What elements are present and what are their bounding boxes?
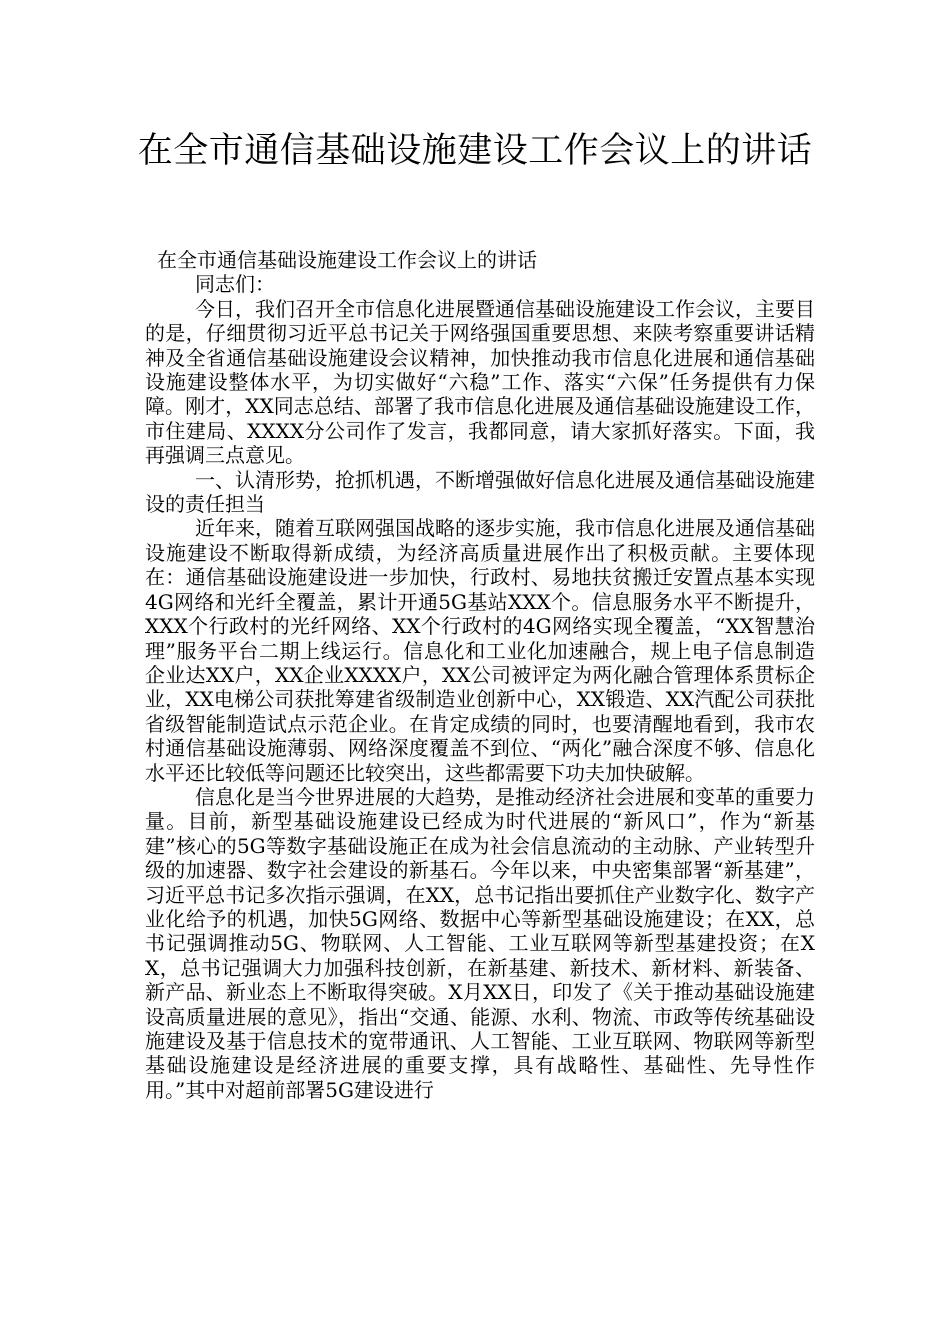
document-body <box>145 248 815 1102</box>
document-subtitle: 在全市通信基础设施建设工作会议上的讲话 <box>157 248 537 272</box>
paragraph-achievements: 近年来，随着互联网强国战略的逐步实施，我市信息化进展及通信基础设施建设不断取得新成绩，为经济高质量进展作出了积极贡献。主要体现在：通信基础设施建设进一步加快，行政村、易地扶贫搬迁安置点基本实现4G网络和光纤全覆盖，累计开通5G基站XXX个。信息服务水平不断提升，XXX个行政村的光纤网络、XX个行政村的4G网络实现全覆盖，“XX智慧治理”服务平台二期上线运行。信息化和工业化加速融合，规上电子信息制造企业达XX户，XX企业XXXX户，XX公司被评定为两化融合管理体系贯标企业，XX电梯公司获批筹建省级制造业创新中心，XX锻造、XX汽配公司获批省级智能制造试点示范企业。在肯定成绩的同时，也要清醒地看到，我市农村通信基础设施薄弱、网络深度覆盖不到位、“两化”融合深度不够、信息化水平还比较低等问题还比较突出，这些都需要下功夫加快破解。 <box>145 516 815 785</box>
paragraph-intro: 今日，我们召开全市信息化进展暨通信基础设施建设工作会议，主要目的是，仔细贯彻习近平总书记关于网络强国重要思想、来陕考察重要讲话精神及全省通信基础设施建设会议精神，加快推动我市信息化进展和通信基础设施建设整体水平，为切实做好“六稳”工作、落实“六保”任务提供有力保障。刚才，XX同志总结、部署了我市信息化进展及通信基础设施建设工作，市住建局、XXXX分公司作了发言，我都同意，请大家抓好落实。下面，我再强调三点意见。 <box>145 296 815 468</box>
greeting: 同志们： <box>195 272 275 297</box>
document-title: 在全市通信基础设施建设工作会议上的讲话 <box>137 131 813 171</box>
paragraph-informatization: 信息化是当今世界进展的大趋势，是推动经济社会进展和变革的重要力量。目前，新型基础设施建设已经成为时代进展的“新风口”，作为“新基建”核心的5G等数字基础设施正在成为社会信息流动的主动脉、产业转型升级的加速器、数字社会建设的新基石。今年以来，中央密集部署“新基建”，习近平总书记多次指示强调，在XX，总书记指出要抓住产业数字化、数字产业化给予的机遇，加快5G网络、数据中心等新型基础设施建设；在XX，总书记强调推动5G、物联网、人工智能、工业互联网等新型基建投资；在XX，总书记强调大力加强科技创新，在新基建、新技术、新材料、新装备、新产品、新业态上不断取得突破。X月XX日，印发了《关于推动基础设施建设高质量进展的意见》，指出“交通、能源、水利、物流、市政等传统基础设施建设及基于信息技术的宽带通讯、人工智能、工业互联网、物联网等新型基础设施建设是经济进展的重要支撑，具有战略性、基础性、先导性作用。”其中对超前部署5G建设进行 <box>145 784 815 1102</box>
section-heading-1: 一、认清形势，抢抓机遇，不断增强做好信息化进展及通信基础设施建设的责任担当 <box>145 467 815 517</box>
